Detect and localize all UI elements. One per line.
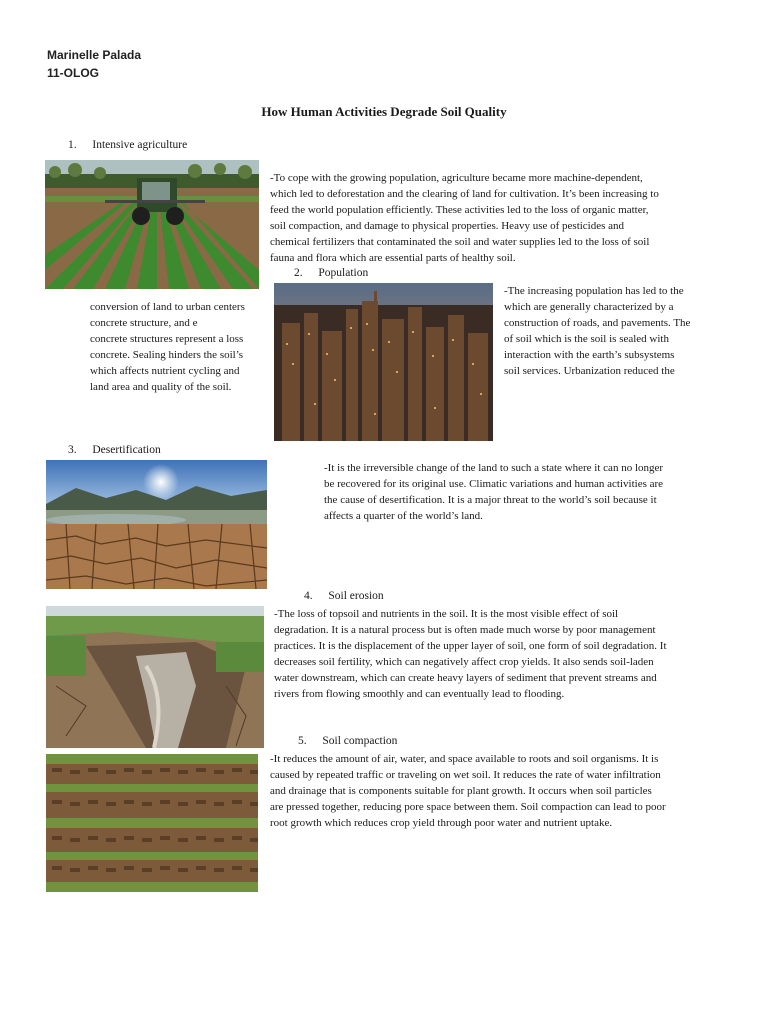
section-3-line: affects a quarter of the world’s land. bbox=[324, 510, 483, 522]
section-5-line: caused by repeated traffic or traveling on wet soil. It reduces the rate of water infiltration bbox=[270, 769, 661, 781]
section-4-line: decreases soil fertility, which can negatively affect crop yields. It also sends soil-laden bbox=[274, 656, 654, 668]
city-skyline-photo bbox=[274, 283, 493, 441]
section-2-heading bbox=[294, 267, 368, 279]
section-5-line: -It reduces the amount of air, water, and space available to roots and soil organisms. It is bbox=[270, 753, 659, 765]
cracked-earth-photo bbox=[46, 460, 267, 589]
section-4-line: water downstream, which can create heavy layers of sediment that prevent streams and bbox=[274, 672, 657, 684]
section-1-text bbox=[270, 170, 659, 266]
section-4-line: -The loss of topsoil and nutrients in the soil. It is the most visible effect of soil bbox=[274, 608, 619, 620]
section-2-left-line: concrete. Sealing hinders the soil’s bbox=[90, 349, 244, 361]
section-1-line: feed the world population efficiently. These activities led to the loss of organic matter, bbox=[270, 204, 649, 216]
section-3-title: Desertification bbox=[92, 444, 161, 456]
section-4-line: rivers from flowing smoothly and can eventually lead to flooding. bbox=[274, 688, 565, 700]
section-1-number: 1. bbox=[68, 139, 77, 151]
section-1-line: which led to deforestation and the clearing of land for cultivation. It’s been increasing to bbox=[270, 188, 659, 200]
section-2-number: 2. bbox=[294, 267, 303, 279]
section-3-number: 3. bbox=[68, 444, 77, 456]
section-4-line: degradation. It is a natural process but is often made much worse by poor management bbox=[274, 624, 656, 636]
section-1-line: -To cope with the growing population, agriculture became more machine-dependent, bbox=[270, 172, 643, 184]
section-2-right-line: which are generally characterized by a bbox=[504, 301, 674, 313]
section-3-line: -It is the irreversible change of the land to such a state where it can no longer bbox=[324, 462, 664, 474]
section-4-number: 4. bbox=[304, 590, 313, 602]
section-1-title: Intensive agriculture bbox=[92, 139, 188, 151]
author-name: Marinelle Palada bbox=[47, 48, 142, 62]
section-2-right-line: soil services. Urbanization reduced the bbox=[504, 365, 675, 377]
section-3-heading bbox=[68, 444, 161, 456]
page-title: How Human Activities Degrade Soil Quality bbox=[261, 104, 507, 119]
section-5-line: and drainage that is components suitable for plant growth. It occurs when soil particles bbox=[270, 785, 652, 797]
section-2-left-line: which affects nutrient cycling and bbox=[90, 365, 240, 377]
section-5-line: are pressed together, reducing pore space between them. Soil compaction can lead to poor bbox=[270, 801, 666, 813]
section-2-right-line: interaction with the earth’s subsystems bbox=[504, 349, 675, 361]
section-2-right-line: -The increasing population has led to the bbox=[504, 285, 684, 297]
section-4-line: practices. It is the displacement of the upper layer of soil, one form of soil degradation. It bbox=[274, 640, 667, 652]
section-2-right-text bbox=[504, 283, 690, 379]
section-1-line: chemical fertilizers that contaminated the soil and water supplies led to the loss of soil bbox=[270, 236, 650, 248]
section-2-left-line: conversion of land to urban centers bbox=[90, 301, 245, 313]
tractor-field-photo bbox=[45, 160, 259, 289]
section-4-text bbox=[274, 606, 667, 702]
section-5-heading bbox=[298, 735, 397, 747]
section-1-line: soil compaction, and damage to physical properties. Heavy use of pesticides and bbox=[270, 220, 625, 232]
section-2-right-line: of soil which is the soil is sealed with bbox=[504, 333, 669, 345]
section-2-left-text bbox=[90, 299, 245, 395]
section-2-title: Population bbox=[318, 267, 369, 279]
section-4-title: Soil erosion bbox=[328, 590, 384, 602]
section-5-title: Soil compaction bbox=[322, 735, 398, 747]
eroded-gully-photo bbox=[46, 606, 264, 748]
section-5-line: root growth which reduces crop yield through poor water and nutrient uptake. bbox=[270, 817, 613, 829]
section-2-left-line: concrete structures represent a loss bbox=[90, 333, 244, 345]
section-2-right-line: construction of roads, and pavements. The bbox=[504, 317, 691, 329]
section-2-left-line: concrete structure, and e bbox=[90, 317, 198, 329]
section-3-line: the cause of desertification. It is a major threat to the world’s soil because it bbox=[324, 494, 657, 506]
class-section: 11-OLOG bbox=[47, 66, 100, 80]
section-3-line: be recovered for its original use. Climatic variations and human activities are bbox=[324, 478, 664, 490]
section-1-line: fauna and flora which are essential parts of healthy soil. bbox=[270, 252, 516, 264]
section-4-heading bbox=[304, 590, 384, 602]
section-1-heading bbox=[68, 139, 187, 151]
tire-tracks-soil-photo bbox=[46, 754, 258, 892]
section-3-text bbox=[324, 460, 663, 524]
section-5-text bbox=[270, 751, 666, 831]
section-2-left-line: land area and quality of the soil. bbox=[90, 381, 232, 393]
section-5-number: 5. bbox=[298, 735, 307, 747]
